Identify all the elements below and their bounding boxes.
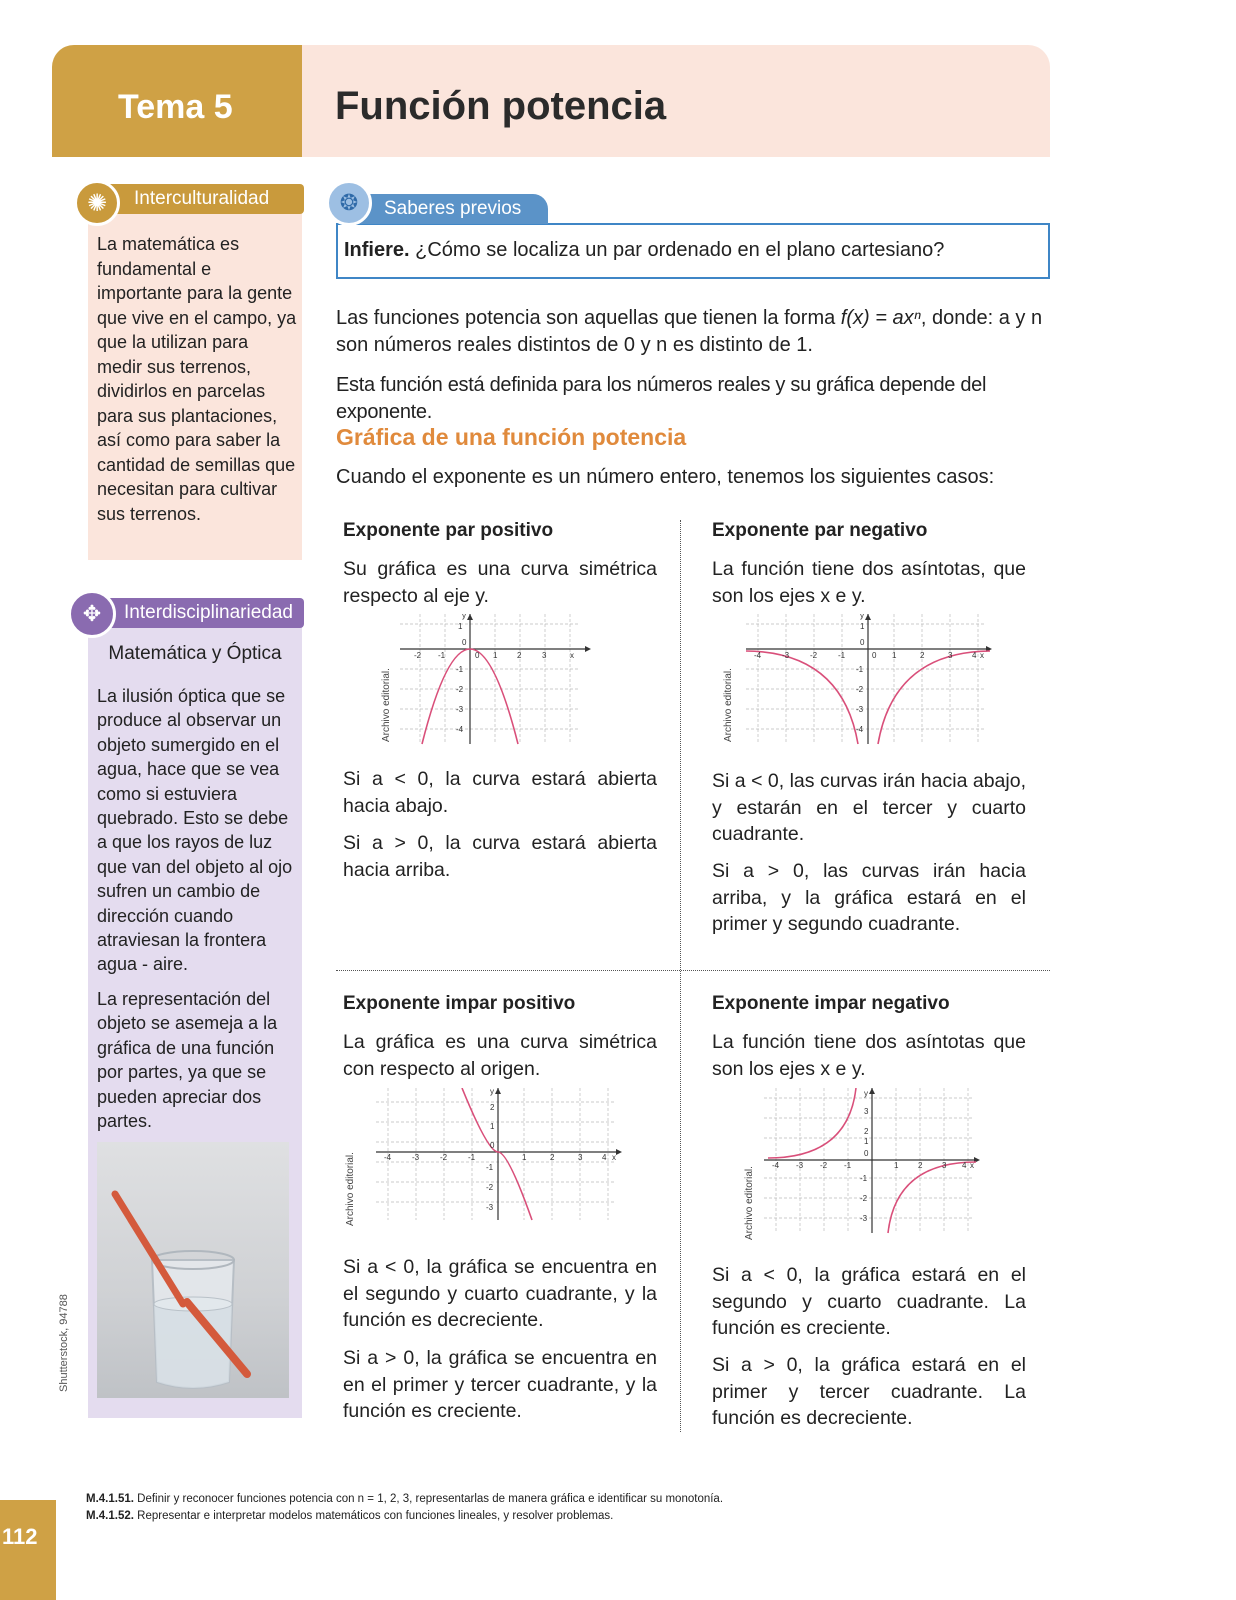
case-desc-even-negative: La función tiene dos asíntotas, que son los ejes x e y. [712,558,1026,607]
svg-text:2: 2 [490,1103,495,1112]
interculturalidad-icon: ✺ [74,180,120,226]
svg-text:-2: -2 [456,685,464,694]
footnote-2 [86,1510,613,1522]
case-desc-even-positive: Su gráfica es una curva simétrica respecto al eje y. [343,558,657,607]
svg-text:2: 2 [920,651,925,660]
svg-text:-1: -1 [838,651,846,660]
footnote-text: Representar e interpretar modelos matemáticos con funciones lineales, y resolver problemas. [133,1510,614,1522]
case-p1-odd-negative: Si a < 0, la gráfica estará en el segundo y cuarto cuadrante. La función es creciente. [712,1264,1026,1339]
svg-text:3: 3 [864,1107,869,1116]
svg-text:1: 1 [490,1122,495,1131]
svg-text:-1: -1 [456,665,464,674]
case-title-odd-negative: Exponente impar negativo [712,993,950,1014]
svg-text:0: 0 [864,1149,869,1158]
svg-text:x: x [980,651,984,660]
intro-paragraph-2: Esta función está definida para los números reales y su gráfica depende del exponente. [336,374,987,423]
svg-text:x: x [970,1161,974,1170]
case-title-even-negative: Exponente par negativo [712,520,928,541]
svg-text:y: y [860,614,864,620]
svg-text:0: 0 [462,638,467,647]
svg-text:-2: -2 [440,1153,448,1162]
graph-odd-negative [764,1088,984,1238]
svg-text:1: 1 [892,651,897,660]
svg-text:-1: -1 [844,1161,852,1170]
page-number: 112 [2,1524,38,1549]
page-title: Función potencia [335,84,667,128]
case-p1-even-positive: Si a < 0, la curva estará abierta hacia abajo. [343,768,657,817]
svg-text:-4: -4 [384,1153,392,1162]
svg-text:-3: -3 [860,1214,868,1223]
svg-text:4: 4 [972,651,977,660]
interdisciplinariedad-paragraph-2: La representación del objeto se asemeja a la gráfica de una función por partes, ya que se pueden apreciar dos partes. [97,989,278,1132]
case-p1-odd-positive: Si a < 0, la gráfica se encuentra en el segundo y cuarto cuadrante, y la función es decreciente. [343,1256,657,1331]
svg-text:4: 4 [602,1153,607,1162]
footnote-code: M.4.1.51. [86,1493,134,1505]
graph-credit: Archivo editorial. [345,1152,356,1226]
saberes-previos-question-text: ¿Cómo se localiza un par ordenado en el plano cartesiano? [415,239,945,261]
svg-text:-3: -3 [782,651,790,660]
glass-pencil-photo [97,1142,289,1398]
graph-credit: Archivo editorial. [744,1166,755,1240]
case-desc-odd-positive: La gráfica es una curva simétrica con respecto al origen. [343,1031,657,1080]
saberes-previos-badge-label: Saberes previos [384,198,522,219]
case-p2-even-positive: Si a > 0, la curva estará abierta hacia arriba. [343,832,657,881]
graph-odd-positive [376,1088,624,1228]
svg-text:x: x [570,651,574,660]
svg-text:-2: -2 [414,651,422,660]
svg-text:0: 0 [860,638,865,647]
svg-text:x: x [612,1153,616,1162]
puzzle-icon: ✥ [68,590,116,638]
svg-text:y: y [462,614,466,620]
svg-text:0: 0 [475,651,480,660]
saberes-previos-lead: Infiere. [344,239,410,261]
section-lead: Cuando el exponente es un número entero, tenemos los siguientes casos: [336,466,995,488]
svg-text:1: 1 [864,1137,869,1146]
svg-text:-4: -4 [456,725,464,734]
svg-text:1: 1 [522,1153,527,1162]
svg-text:-2: -2 [856,685,864,694]
svg-text:2: 2 [918,1161,923,1170]
svg-text:-1: -1 [468,1153,476,1162]
svg-text:0: 0 [872,651,877,660]
footnote-text: Definir y reconocer funciones potencia con n = 1, 2, 3, representarlas de manera gráfica e identificar su monotonía. [133,1493,724,1505]
svg-text:-2: -2 [820,1161,828,1170]
page-number-tab [0,1500,56,1600]
row-divider [336,970,1050,971]
svg-text:1: 1 [458,622,463,631]
svg-text:-2: -2 [486,1183,494,1192]
graph-even-negative [746,614,994,754]
interdisciplinariedad-paragraph-1: La ilusión óptica que se produce al observar un objeto sumergido en el agua, hace que se vea como si estuviera quebrado. Esto se debe a que los rayos de luz que van del objeto al ojo sufren un cambio de dirección cuando atraviesan la frontera agua - aire. [97,686,293,975]
svg-text:-3: -3 [486,1203,494,1212]
svg-text:3: 3 [948,651,953,660]
case-title-even-positive: Exponente par positivo [343,520,554,541]
case-title-odd-positive: Exponente impar positivo [343,993,576,1014]
svg-text:y: y [490,1088,494,1096]
interculturalidad-text: La matemática es fundamental e importante para la gente que vive en el campo, ya que la utilizan para medir sus terrenos, dividirlos en parcelas para sus plantaciones, así como para saber la cantidad de semillas que necesitan para cultivar sus terrenos. [97,234,297,524]
svg-text:3: 3 [542,651,547,660]
svg-text:1: 1 [860,622,865,631]
case-p2-odd-positive: Si a > 0, la gráfica se encuentra en en el primer y tercer cuadrante, y la función es creciente. [343,1347,657,1422]
footnote-1 [86,1493,723,1505]
section-title: Gráfica de una función potencia [336,424,687,450]
svg-text:-1: -1 [856,665,864,674]
svg-text:-1: -1 [486,1163,494,1172]
svg-text:-3: -3 [856,705,864,714]
svg-text:-4: -4 [754,651,762,660]
svg-text:4: 4 [962,1161,967,1170]
graph-even-positive [400,614,600,754]
intro-text-b: , donde: a y n son números reales distintos de 0 y n es distinto de 1. [336,307,1043,356]
case-p1-even-negative: Si a < 0, las curvas irán hacia abajo, y estarán en el tercer y cuarto cuadrante. [712,770,1026,845]
svg-text:1: 1 [493,651,498,660]
intro-formula: f(x) = axⁿ [840,307,921,329]
case-desc-odd-negative: La función tiene dos asíntotas que son los ejes x e y. [712,1031,1026,1080]
saberes-previos-question [344,239,944,262]
svg-text:0: 0 [490,1141,495,1150]
graph-credit: Archivo editorial. [381,668,392,742]
case-p2-even-negative: Si a > 0, las curvas irán hacia arriba, y la gráfica estará en el primer y segundo cuadrante. [712,860,1026,935]
footnote-code: M.4.1.52. [86,1510,134,1522]
brain-icon: ❂ [326,180,372,226]
intro-paragraph-1 [336,305,1050,359]
svg-text:3: 3 [578,1153,583,1162]
svg-text:2: 2 [550,1153,555,1162]
svg-text:-1: -1 [860,1174,868,1183]
interdisciplinariedad-badge-label: Interdisciplinariedad [124,602,293,623]
topic-label: Tema 5 [118,88,233,126]
interdisciplinariedad-subtitle: Matemática y Óptica [108,643,282,664]
interculturalidad-badge-label: Interculturalidad [134,188,270,209]
graph-credit: Archivo editorial. [723,668,734,742]
svg-text:-4: -4 [856,725,864,734]
svg-text:-3: -3 [456,705,464,714]
svg-text:3: 3 [942,1161,947,1170]
photo-credit: Shutterstock, 94788 [58,1294,70,1392]
case-p2-odd-negative: Si a > 0, la gráfica estará en el primer y tercer cuadrante. La función es decreciente. [712,1354,1026,1429]
svg-text:-2: -2 [810,651,818,660]
svg-text:-3: -3 [796,1161,804,1170]
svg-text:-4: -4 [772,1161,780,1170]
intro-text-a: Las funciones potencia son aquellas que tienen la forma [336,307,841,329]
svg-text:y: y [864,1089,868,1098]
svg-text:-2: -2 [860,1194,868,1203]
svg-text:1: 1 [894,1161,899,1170]
svg-text:-1: -1 [438,651,446,660]
svg-text:2: 2 [517,651,522,660]
svg-text:-3: -3 [412,1153,420,1162]
column-divider [680,520,681,1432]
svg-text:2: 2 [864,1127,869,1136]
